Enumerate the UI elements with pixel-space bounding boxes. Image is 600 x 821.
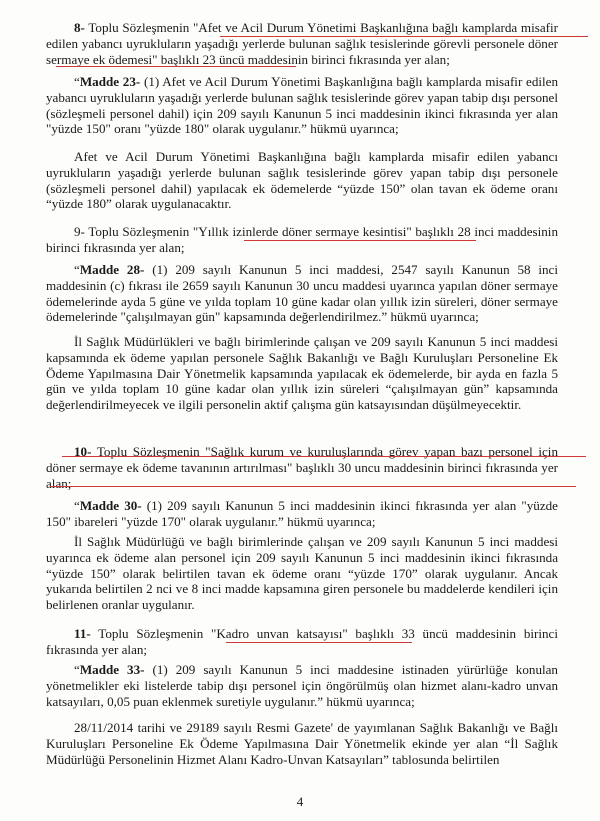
- red-underline-annotation: [62, 456, 586, 457]
- article-number: 11-: [74, 626, 91, 641]
- quote-madde-30: [46, 498, 558, 530]
- red-underline-annotation: [56, 66, 296, 67]
- red-underline-annotation: [226, 642, 412, 643]
- paragraph-resmi-gazete: [46, 720, 558, 767]
- paragraph-text: Toplu Sözleşmenin "Kadro unvan katsayısı" başlıklı 33 üncü maddesinin birinci fıkrasında yer alan;: [46, 626, 558, 657]
- quote-mark: “: [74, 74, 80, 89]
- article-number: 10-: [74, 444, 92, 459]
- paragraph-text: İl Sağlık Müdürlüğü ve bağlı birimlerinde çalışan ve 209 sayılı Kanunun 5 inci maddesi uyarınca ek ödeme alan personel için 209 sayılı Kanunun 5 inci maddesinin ikinci fıkrasında “yüzde 150” olarak belirtilen tavan ek ödeme oranı “yüzde 170” olarak uygulanır. Ancak yukarıda belirtilen 2 nci ve 8 inci madde kapsamına giren personele bu maddelerde kendileri için belirlenen oranlar uygulanır.: [46, 534, 558, 613]
- paragraph-yillik-izin: [46, 334, 558, 413]
- red-underline-annotation: [50, 486, 576, 487]
- quote-madde-33: [46, 662, 558, 709]
- article-number: 8-: [74, 20, 85, 35]
- madde-label: Madde 30-: [79, 498, 142, 513]
- quote-mark: “: [74, 262, 80, 277]
- paragraph-text: (1) 209 sayılı Kanunun 5 inci maddesine istinaden yürürlüğe konulan yönetmelikler eki listelerde tabip dışı personel için öngörülmüş olan hizmet alanı-kadro unvan katsayıları, 0,05 puan eklenmek suretiyle uygulanır.” hükmü uyarınca;: [46, 662, 558, 709]
- paragraph-text: 9- Toplu Sözleşmenin "Yıllık izinlerde döner sermaye kesintisi" başlıklı 28 inci maddesinin birinci fıkrasında yer alan;: [46, 224, 558, 255]
- paragraph-text: 28/11/2014 tarihi ve 29189 sayılı Resmi Gazete' de yayımlanan Sağlık Bakanlığı ve Bağlı Kuruluşları Personeline Ek Ödeme Yapılmasına Dair Yönetmelik ekinde yer alan “İl Sağlık Müdürlüğü Personelinin Hizmet Alanı Kadro-Unvan Katsayıları” tablosunda belirtilen: [46, 720, 558, 767]
- madde-label: Madde 23-: [79, 74, 141, 89]
- madde-label: Madde 28-: [79, 262, 145, 277]
- paragraph-article-10: [46, 444, 558, 491]
- red-underline-annotation: [244, 240, 476, 241]
- quote-madde-23: [46, 74, 558, 137]
- paragraph-text: (1) 209 sayılı Kanunun 5 inci maddesinin ikinci fıkrasında yer alan "yüzde 150" ibareleri "yüzde 170" olarak uygulanır.” hükmü uyarınca;: [46, 498, 558, 529]
- paragraph-kamp-ek-odeme: [46, 149, 558, 212]
- paragraph-article-8: [46, 20, 558, 67]
- quote-mark: “: [74, 498, 80, 513]
- paragraph-tavan-oran: [46, 534, 558, 613]
- paragraph-text: Toplu Sözleşmenin "Sağlık kurum ve kuruluşlarında görev yapan bazı personel için döner sermaye ek ödeme tavanının artırılması" başlıklı 30 uncu maddesinin birinci fıkrasında yer alan;: [46, 444, 558, 491]
- paragraph-text: (1) 209 sayılı Kanunun 5 inci maddesi, 2547 sayılı Kanunun 58 inci maddesinin (c) fıkrası ile 2659 sayılı Kanunun 30 uncu maddesi uyarınca yapılan döner sermaye ödemelerinde ayda 5 güne ve yılda toplam 10 güne kadar olan yıllık izin süreleri, döner sermaye ödemelerinde "çalışılmayan gün" kapsamında değerlendirilmez.” hükmü uyarınca;: [46, 262, 559, 325]
- paragraph-text: Toplu Sözleşmenin "Afet ve Acil Durum Yönetimi Başkanlığına bağlı kamplarda misafir edilen yabancı uyrukluların yaşadığı yerlerde bulunan sağlık tesislerinde görevli personele döner sermaye ek ödemesi" başlıklı 23 üncü maddesinin birinci fıkrasında yer alan;: [46, 20, 558, 67]
- madde-label: Madde 33-: [79, 662, 145, 677]
- quote-mark: “: [74, 662, 80, 677]
- paragraph-text: (1) Afet ve Acil Durum Yönetimi Başkanlığına bağlı kamplarda misafir edilen yabancı uyrukluların yaşadığı yerlerde bulunan sağlık tesislerinde görev yapan tabip dışı personel (sözleşmeli personel dahil) için 209 sayılı Kanunun 5 inci maddesinin ikinci fıkrasında yer alan "yüzde 150" oranı "yüzde 180" olarak uygulanır.” hükmü uyarınca;: [46, 74, 559, 137]
- page-number: 4: [296, 794, 304, 809]
- quote-madde-28: [46, 262, 558, 325]
- paragraph-text: İl Sağlık Müdürlükleri ve bağlı birimlerinde çalışan ve 209 sayılı Kanunun 5 inci maddesi kapsamında ek ödeme yapılan personele Sağlık Bakanlığı ve Bağlı Kuruluşları Personeline Ek Ödeme Yapılmasına Dair Yönetmelik kapsamında yapılacak ek ödemelerde, bir ayda en fazla 5 gün ve yılda toplam 10 güne kadar olan yıllık izin süreleri “çalışılmayan gün” kapsamında değerlendirilmeyecek ve ilgili personelin aktif çalışma gün katsayısından düşülmeyecektir.: [46, 334, 558, 413]
- paragraph-text: Afet ve Acil Durum Yönetimi Başkanlığına bağlı kamplarda misafir edilen yabancı uyrukluların yaşadığı yerlerde bulunan sağlık tesislerinde görev yapan tabip dışı personele (sözleşmeli personel dahil) yapılacak ek ödemelerde “yüzde 150” olan tavan ek ödeme oranı “yüzde 180” olarak uygulanacaktır.: [46, 149, 558, 212]
- red-underline-annotation: [220, 36, 588, 37]
